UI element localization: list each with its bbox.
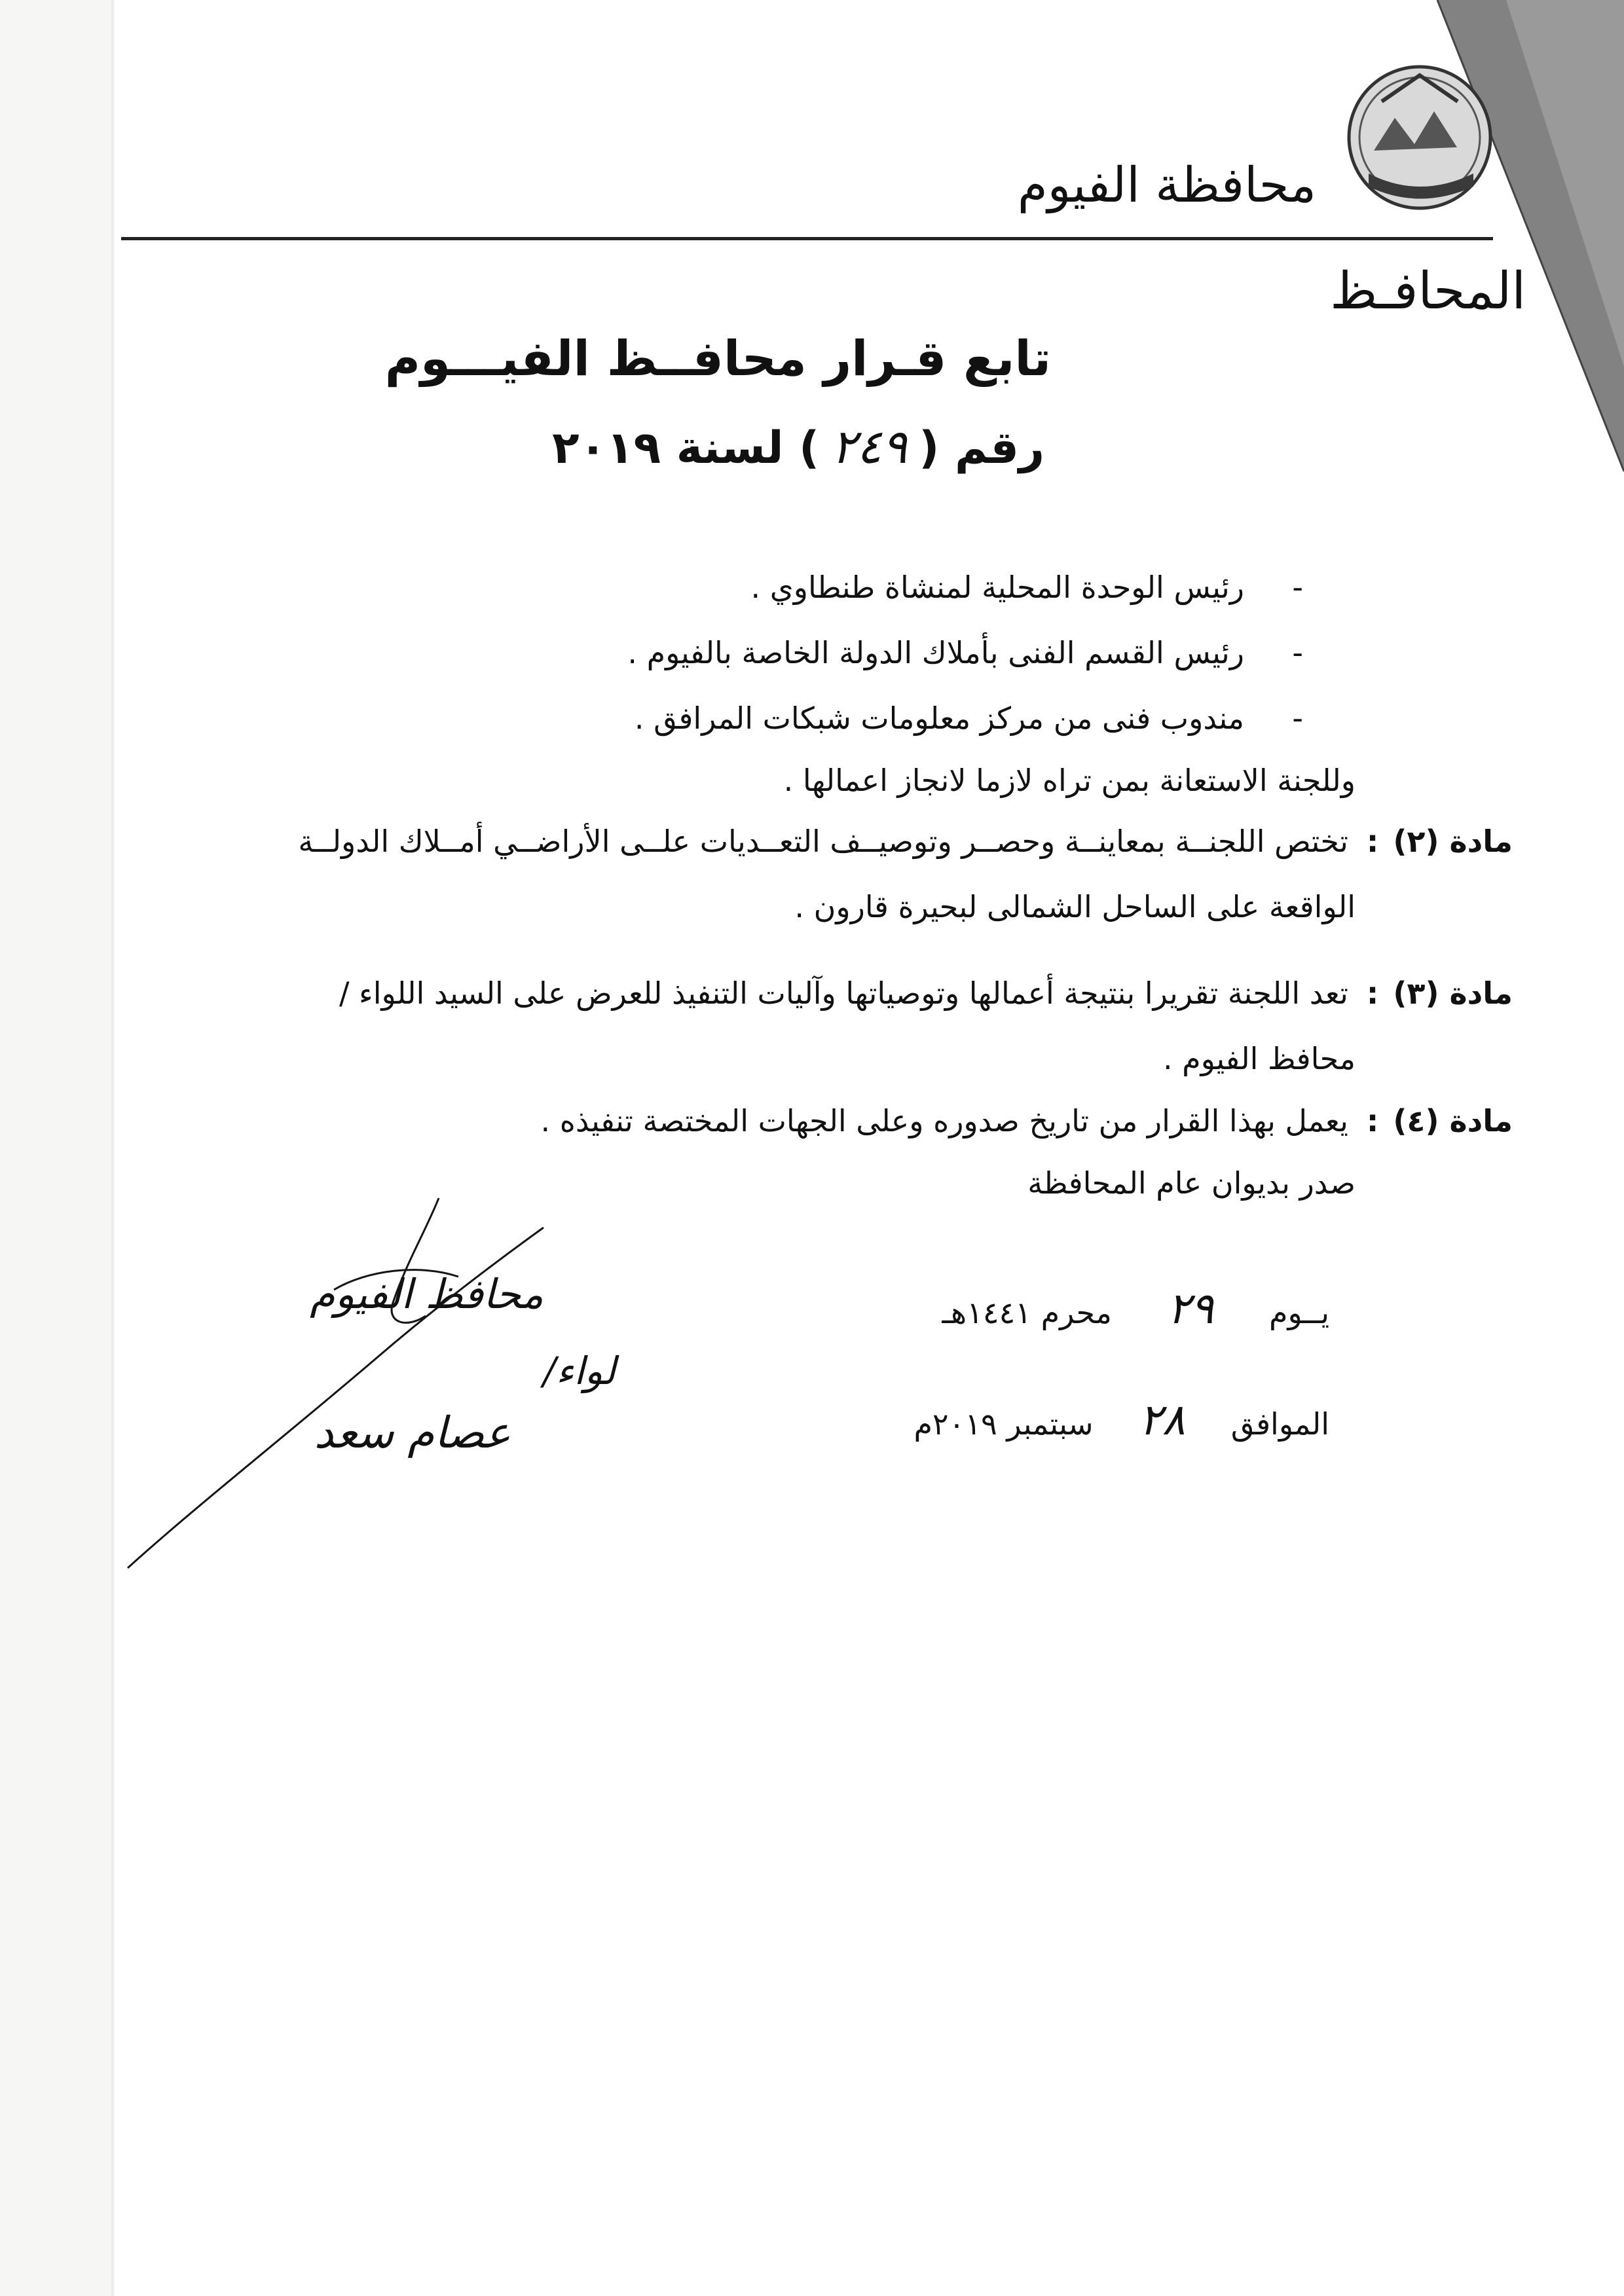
member-text: رئيس الوحدة المحلية لمنشاة طنطاوي . — [750, 570, 1244, 605]
decree-number-line — [552, 419, 1044, 474]
article-text: يعمل بهذا القرار من تاريخ صدوره وعلى الجهات المختصة تنفيذه . — [540, 1103, 1348, 1139]
committee-member — [627, 635, 1303, 670]
corresponding-label: الموافق — [1230, 1406, 1329, 1442]
gregorian-month-year: سبتمبر ٢٠١٩م — [913, 1406, 1094, 1442]
signatory-title: محافظ الفيوم — [310, 1270, 544, 1318]
gregorian-day: ٢٨ — [1139, 1394, 1186, 1445]
article-text: تعد اللجنة تقريرا بنتيجة أعمالها وتوصياتها وآليات التنفيذ للعرض على السيد اللواء / — [339, 975, 1348, 1011]
gregorian-date — [913, 1394, 1329, 1445]
member-dash: - — [1292, 701, 1303, 736]
signatory-name: عصام سعد — [314, 1408, 511, 1458]
signatory-rank: لواء/ — [543, 1349, 616, 1393]
member-dash: - — [1292, 570, 1303, 605]
article-text: تختص اللجنــة بمعاينــة وحصــر وتوصيــف التعــديات علــى الأراضــي أمــلاك الدولــة — [298, 824, 1348, 859]
article-3 — [339, 975, 1513, 1011]
office-title: المحافـظ — [1330, 262, 1526, 321]
article-3-continued: محافظ الفيوم . — [1162, 1041, 1356, 1076]
article-colon: : — [1366, 824, 1379, 859]
committee-member — [635, 701, 1303, 736]
member-text: رئيس القسم الفنى بأملاك الدولة الخاصة بالفيوم . — [627, 635, 1244, 670]
handwritten-signature — [118, 1192, 563, 1591]
article-colon: : — [1366, 1103, 1379, 1139]
article-4 — [541, 1103, 1513, 1139]
committee-note: وللجنة الاستعانة بمن تراه لازما لانجاز اعمالها . — [783, 763, 1356, 798]
decree-number: ٢٤٩ — [831, 419, 908, 474]
issued-at: صدر بديوان عام المحافظة — [1027, 1165, 1356, 1201]
decree-number-prefix: رقم ( — [919, 422, 1044, 474]
committee-member — [751, 570, 1303, 605]
governorate-emblem — [1342, 39, 1493, 229]
header-rule — [121, 237, 1493, 240]
decree-year: ) لسنة ٢٠١٩ — [552, 422, 820, 474]
decree-title: تابع قـرار محافــظ الفيـــوم — [384, 331, 1051, 387]
hijri-day: ٢٩ — [1167, 1283, 1214, 1334]
article-colon: : — [1366, 975, 1379, 1011]
article-label: مادة (٤) — [1393, 1103, 1513, 1139]
article-2 — [298, 824, 1513, 859]
hijri-date — [942, 1283, 1329, 1334]
hijri-month-year: محرم ١٤٤١هـ — [942, 1295, 1112, 1330]
day-label: يــوم — [1269, 1295, 1329, 1330]
member-text: مندوب فنى من مركز معلومات شبكات المرافق . — [634, 701, 1244, 736]
article-2-continued: الواقعة على الساحل الشمالى لبحيرة قارون . — [794, 889, 1356, 924]
governorate-name: محافظة الفيوم — [1017, 157, 1316, 213]
article-label: مادة (٢) — [1393, 824, 1513, 859]
member-dash: - — [1292, 635, 1303, 670]
article-label: مادة (٣) — [1393, 975, 1513, 1011]
